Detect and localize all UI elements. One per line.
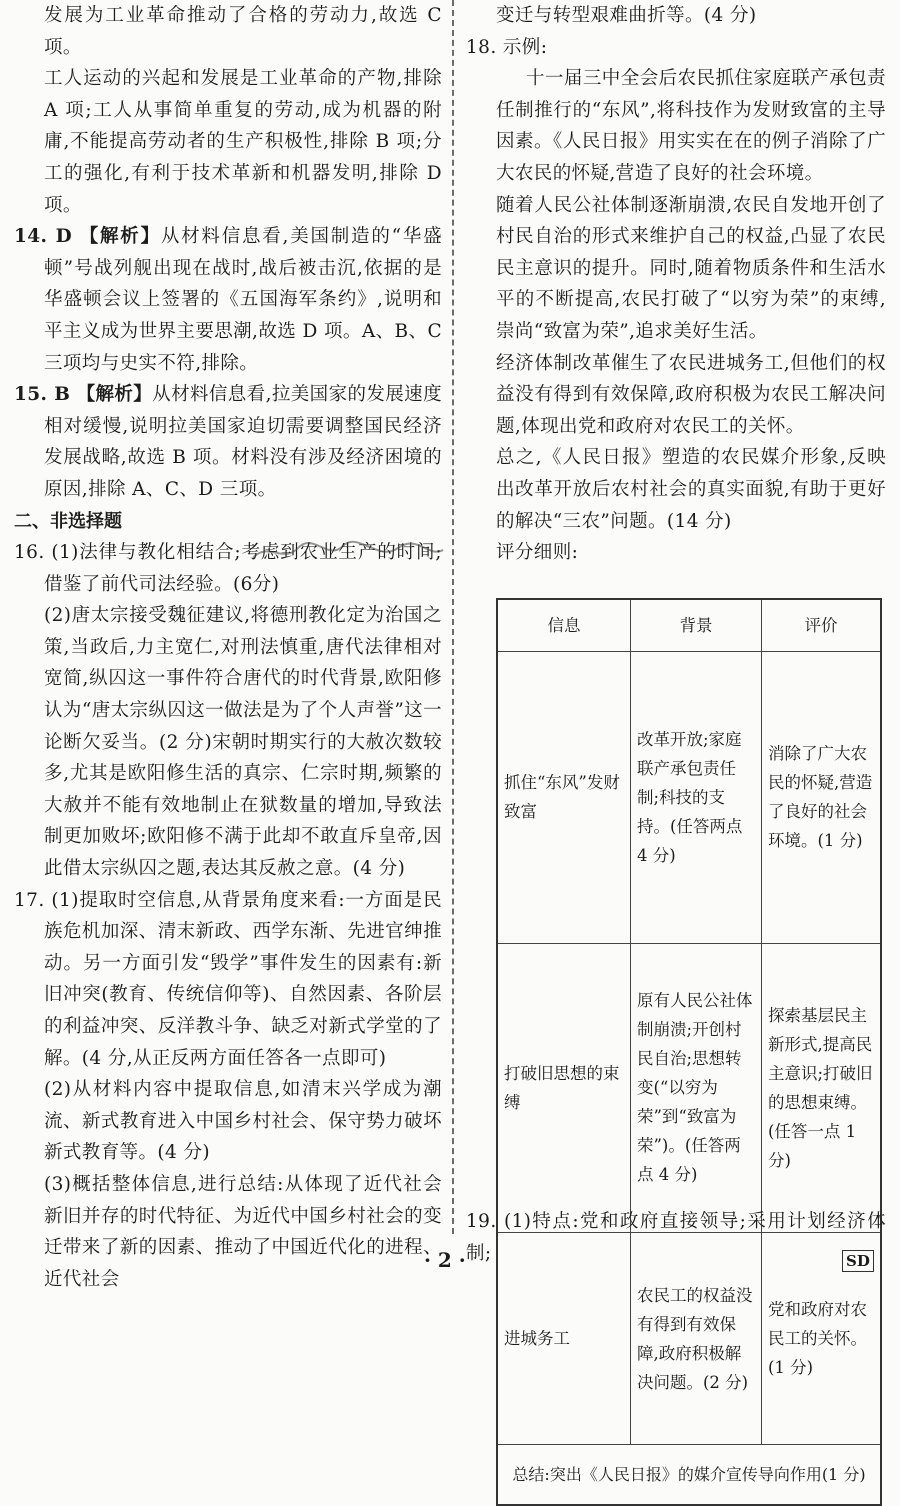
column-divider bbox=[452, 0, 454, 1234]
q17-part-2: (2)从材料内容中提取信息,如清末兴学成为潮流、新式教育进入中国乡村社会、保守势力破坏新式教育等。(4 分) bbox=[44, 1079, 442, 1164]
q15-text: 从材料信息看,拉美国家的发展速度相对缓慢,说明拉美国家迫切需要调整国民经济发展战略,故选 B 项。材料没有涉及经济困境的原因,排除 A、C、D 三项。 bbox=[44, 384, 442, 500]
table-summary-row bbox=[497, 1445, 881, 1505]
q15-analysis-tag: 【解析】 bbox=[76, 384, 153, 406]
table-cell: 探索基层民主新形式,提高民主意识;打破旧的思想束缚。(任答一点 1 分) bbox=[762, 943, 882, 1232]
table-header-background: 背景 bbox=[631, 599, 762, 651]
q19-start: 19. (1)特点:党和政府直接领导;采用计划经济体制; bbox=[466, 1211, 886, 1264]
q17-part-3: (3)概括整体信息,进行总结:从体现了近代社会新旧并存的时代特征、为近代中国乡村社会的变迁带来了新的因素、推动了中国近代化的进程、近代社会 bbox=[44, 1173, 442, 1290]
section-heading: 二、非选择题 bbox=[14, 510, 122, 532]
q16-part-2: (2)唐太宗接受魏征建议,将德刑教化定为治国之策,当政后,力主宽仁,对刑法慎重,唐代法律相对宽简,纵囚这一事件符合唐代的时代背景,欧阳修认为“唐太宗纵囚这一做法是为了个人声誉”这一论断欠妥当。(2 分)宋朝时期实行的大赦次数较多,尤其是欧阳修生活的真宗、仁宗时期,频繁的大赦并不能有效地制止在狱数量的增加,导致法制更加败坏;欧阳修不满于此却不敢直斥皇帝,因此借太宗纵囚之题,表达其反赦之意。(4 分) bbox=[44, 605, 442, 880]
table-row bbox=[497, 943, 881, 1232]
table-header-row bbox=[497, 599, 881, 651]
table-cell: 打破旧思想的束缚 bbox=[497, 943, 631, 1232]
table-header-evaluation: 评价 bbox=[762, 599, 882, 651]
q16-part-1: 16. (1)法律与教化相结合;考虑到农业生产的时间;借鉴了前代司法经验。(6分) bbox=[14, 542, 442, 595]
rubric-label: 评分细则: bbox=[496, 542, 579, 564]
handwritten-scribble bbox=[248, 536, 448, 568]
q18-para-3: 经济体制改革催生了农民进城务工,但他们的权益没有得到有效保障,政府积极为农民工解决问题,体现出党和政府对农民工的关怀。 bbox=[496, 352, 886, 437]
q14-answer bbox=[14, 221, 442, 379]
q17-continuation: 变迁与转型艰难曲折等。(4 分) bbox=[496, 5, 757, 26]
q15-answer bbox=[14, 379, 442, 505]
q18-para-2: 随着人民公社体制逐渐崩溃,农民自发地开创了村民自治的形式来维护自己的权益,凸显了农民民主意识的提升。同时,随着物质条件和生活水平的不断提高,农民打破了“以穷为荣”的束缚,崇尚“致富为荣”,追求美好生活。 bbox=[496, 194, 886, 342]
right-column bbox=[466, 0, 886, 569]
q18-para-1: 十一届三中全会后农民抓住家庭联产承包责任制推行的“东风”,将科技作为发财致富的主导因素。《人民日报》用实实在在的例子消除了广大农民的怀疑,营造了良好的社会环境。 bbox=[496, 68, 886, 184]
table-cell: 消除了广大农民的怀疑,营造了良好的社会环境。(1 分) bbox=[762, 651, 882, 943]
table-row bbox=[497, 651, 881, 943]
table-summary: 总结:突出《人民日报》的媒介宣传导向作用(1 分) bbox=[497, 1445, 881, 1505]
table-cell: 党和政府对农民工的关怀。(1 分) bbox=[762, 1232, 882, 1444]
left-column bbox=[14, 0, 442, 1295]
table-cell: 原有人民公社体制崩溃;开创村民自治;思想转变(“以穷为荣”到“致富为荣”)。(任答两点 4 分) bbox=[631, 943, 762, 1232]
table-cell: 进城务工 bbox=[497, 1232, 631, 1444]
q18-heading: 18. 示例: bbox=[466, 36, 548, 58]
q13-paragraph-2: 工人运动的兴起和发展是工业革命的产物,排除 A 项;工人从事简单重复的劳动,成为机器的附庸,不能提高劳动者的生产积极性,排除 B 项;分工的强化,有利于技术革新和机器发明,排除 D 项。 bbox=[44, 68, 442, 216]
table-cell: 农民工的权益没有得到有效保障,政府积极解决问题。(2 分) bbox=[631, 1232, 762, 1444]
table-cell: 改革开放;家庭联产承包责任制;科技的支持。(任答两点 4 分) bbox=[631, 651, 762, 943]
q14-analysis-tag: 【解析】 bbox=[79, 226, 161, 248]
region-badge: SD bbox=[842, 1250, 874, 1272]
q17-part-1: 17. (1)提取时空信息,从背景角度来看:一方面是民族危机加深、清末新政、西学东渐、先进官绅推动。另一方面引发“毁学”事件发生的因素有:新旧冲突(教育、传统信仰等)、自然因素、各阶层的利益冲突、反洋教斗争、缺乏对新式学堂的了解。(4 分,从正反两方面任答各一点即可) bbox=[14, 889, 442, 1069]
page-number: · 2 · bbox=[424, 1248, 466, 1272]
q18-para-4: 总之,《人民日报》塑造的农民媒介形象,反映出改革开放后农村社会的真实面貌,有助于更好的解决“三农”问题。(14 分) bbox=[496, 447, 886, 532]
rubric-table bbox=[496, 598, 882, 1506]
q13-line-1: 发展为工业革命推动了合格的劳动力,故选 C 项。 bbox=[44, 5, 442, 58]
table-cell: 抓住“东风”发财致富 bbox=[497, 651, 631, 943]
q14-number: 14. D bbox=[14, 226, 73, 248]
table-header-info: 信息 bbox=[497, 599, 631, 651]
q14-text: 从材料信息看,美国制造的“华盛顿”号战列舰出现在战时,战后被击沉,依据的是华盛顿会议上签署的《五国海军条约》,说明和平主义成为世界主要思潮,故选 D 项。A、B、C 三项均与史实不符,排除。 bbox=[44, 226, 443, 374]
q15-number: 15. B bbox=[14, 384, 71, 406]
